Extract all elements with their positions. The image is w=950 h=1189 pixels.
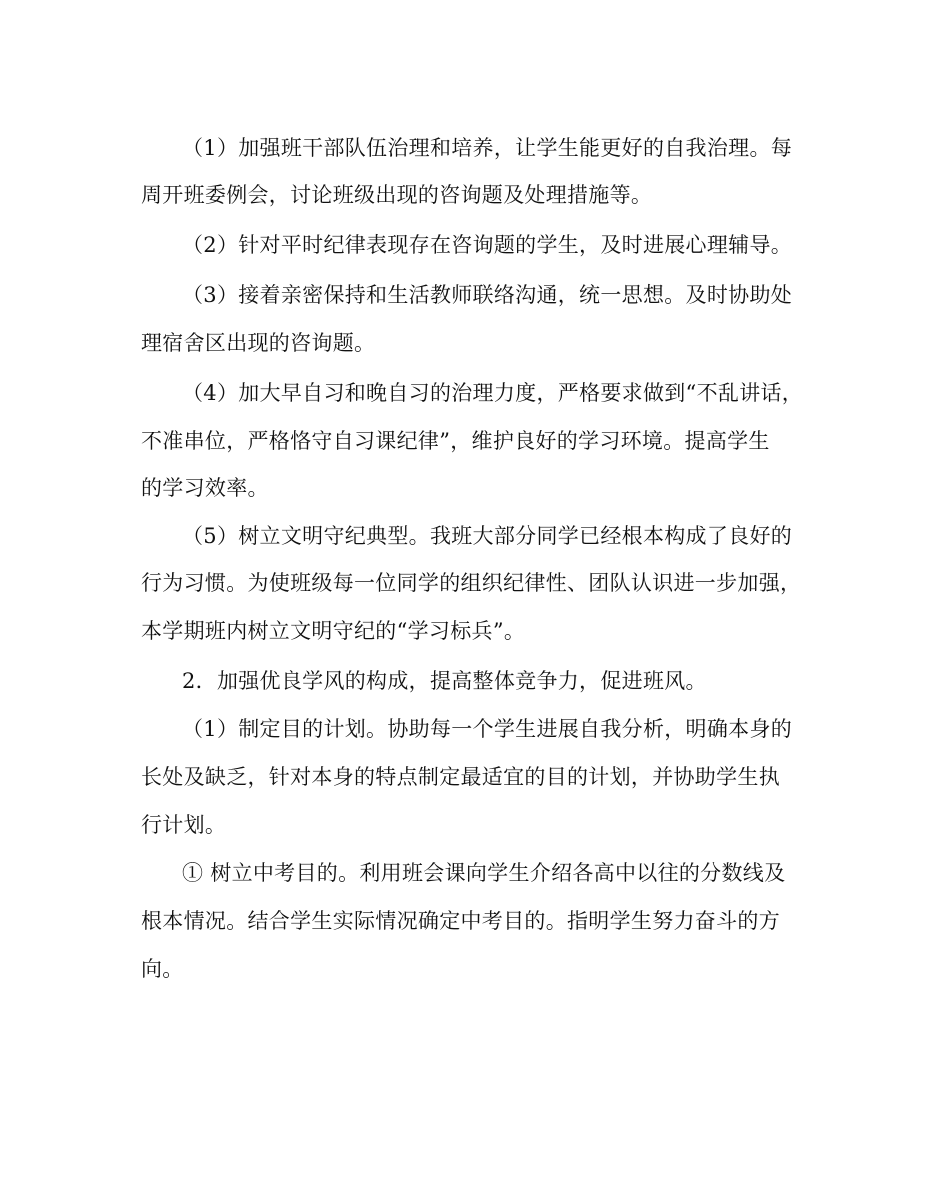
paragraph-line: 行计划。 [141,813,227,837]
paragraph-line: （5）树立文明守纪典型。我班大部分同学已经根本构成了良好的 [182,524,793,548]
paragraph-line: （1）加强班干部队伍治理和培养，让学生能更好的自我治理。每 [182,136,793,160]
paragraph-line: 本学期班内树立文明守纪的“学习标兵”。 [141,619,526,643]
paragraph-line: 理宿舍区出现的咨询题。 [141,331,376,355]
paragraph-line: 周开班委例会，讨论班级出现的咨询题及处理措施等。 [141,183,653,207]
paragraph-line: 根本情况。结合学生实际情况确定中考目的。指明学生努力奋斗的方 [141,909,780,933]
paragraph-line: 不准串位，严格恪守自习课纪律”，维护良好的学习环境。提高学生 [141,429,770,453]
paragraph-line: ① 树立中考目的。利用班会课向学生介绍各高中以往的分数线及 [182,861,786,885]
paragraph-line: （2）针对平时纪律表现存在咨询题的学生，及时进展心理辅导。 [182,233,793,257]
paragraph-line: （4）加大早自习和晚自习的治理力度，严格要求做到“不乱讲话， [182,381,804,405]
paragraph-line: 行为习惯。为使班级每一位同学的组织纪律性、团队认识进一步加强， [141,571,802,595]
paragraph-line: 2．加强优良学风的构成，提高整体竞争力，促进班风。 [182,669,707,693]
paragraph-line: 长处及缺乏，针对本身的特点制定最适宜的目的计划，并协助学生执 [141,765,780,789]
paragraph-line: （1）制定目的计划。协助每一个学生进展自我分析，明确本身的 [182,717,793,741]
paragraph-line: （3）接着亲密保持和生活教师联络沟通，统一思想。及时协助处 [182,283,793,307]
paragraph-line: 向。 [141,957,184,981]
paragraph-line: 的学习效率。 [141,476,269,500]
